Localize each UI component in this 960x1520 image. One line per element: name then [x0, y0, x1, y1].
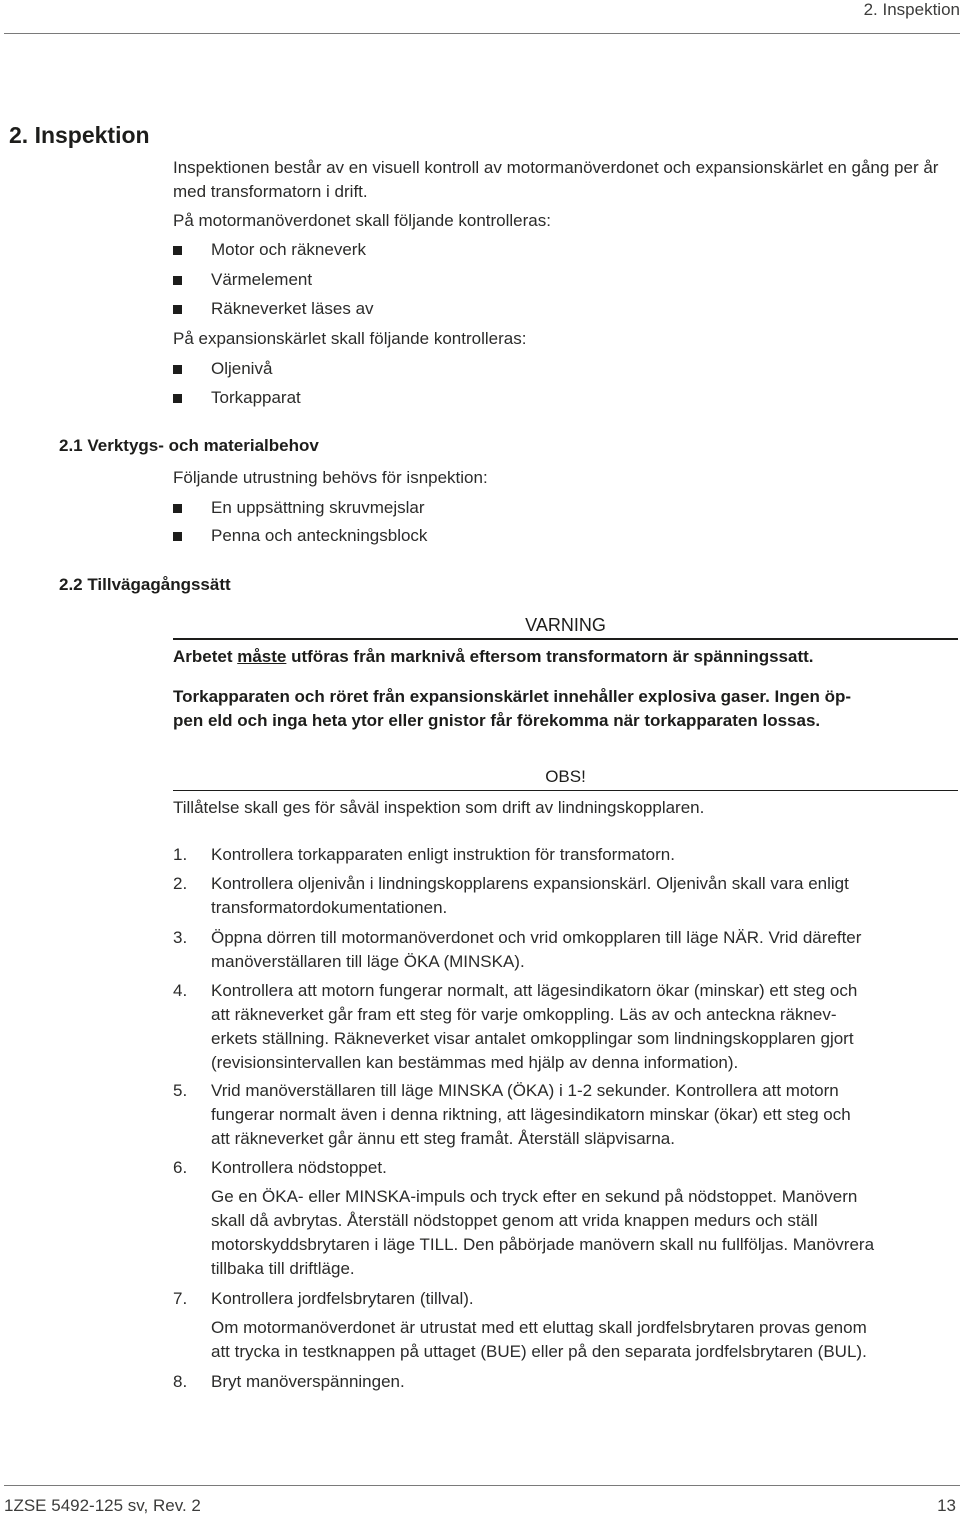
- motor-checks-lead: På motormanöverdonet skall följande kontrolleras:: [173, 211, 551, 230]
- header-rule: [4, 33, 960, 34]
- bullet-icon: [173, 394, 182, 403]
- step-text-line: Kontrollera nödstoppet.: [211, 1158, 387, 1177]
- step-text-line: att räkneverket går ännu ett steg framåt. Återställ släpvisarna.: [211, 1129, 675, 1148]
- note-text: Tillåtelse skall ges för såväl inspektion som drift av lindningskopplaren.: [173, 798, 705, 817]
- note-heading: OBS!: [545, 767, 586, 786]
- step-text-line: erkets ställning. Räkneverket visar antalet omkopplingar som lindningskopplaren gjort: [211, 1029, 854, 1048]
- step-number: 7.: [173, 1289, 188, 1308]
- intro-paragraph: Inspektionen består av en visuell kontroll av motormanöverdonet och expansionskärlet en gång per år med transformatorn i drift.: [173, 158, 939, 201]
- expansion-checks-lead: På expansionskärlet skall följande kontrolleras:: [173, 329, 527, 348]
- document-id: 1ZSE 5492-125 sv, Rev. 2: [4, 1496, 201, 1515]
- equipment-lead: Följande utrustning behövs för isnpektion:: [173, 468, 488, 487]
- step-text-line: tillbaka till driftläge.: [211, 1259, 355, 1278]
- warning-text-1: Arbetet måste utföras från marknivå eftersom transformatorn är spänningssatt.: [173, 647, 814, 666]
- footer-rule: [4, 1485, 960, 1486]
- step-text-line: Öppna dörren till motormanöverdonet och vrid omkopplaren till läge NÄR. Vrid därefter: [211, 928, 862, 947]
- step-text-line: Kontrollera att motorn fungerar normalt, att lägesindikatorn ökar (minskar) ett steg och: [211, 981, 858, 1000]
- warning-text-2b: pen eld och inga heta ytor eller gnistor får förekomma när torkapparaten lossas.: [173, 711, 821, 730]
- bullet-icon: [173, 365, 182, 374]
- section-title-2-2: 2.2 Tillvägagångssätt: [59, 575, 231, 594]
- section-title-2-1: 2.1 Verktygs- och materialbehov: [59, 436, 319, 455]
- step-text-line: motorskyddsbrytaren i läge TILL. Den påbörjade manövern skall nu fullföljas. Manövrera: [211, 1235, 875, 1254]
- warning-heading: VARNING: [525, 615, 606, 635]
- step-text-line: (revisionsintervallen kan bestämmas med hjälp av denna information).: [211, 1053, 739, 1072]
- page-number: 13: [937, 1496, 956, 1515]
- step-text-line: Vrid manöverställaren till läge MINSKA (ÖKA) i 1-2 sekunder. Kontrollera att motorn: [211, 1081, 839, 1100]
- warning-rule: [173, 638, 958, 640]
- step-text-line: Kontrollera jordfelsbrytaren (tillval).: [211, 1289, 474, 1308]
- step-text-line: skall då avbrytas. Återställ nödstoppet genom att vrida knappen medurs och ställ: [211, 1211, 818, 1230]
- step-text-line: Bryt manöverspänningen.: [211, 1372, 405, 1391]
- step-text-line: fungerar normalt även i denna riktning, att lägesindikatorn minskar (ökar) ett steg och: [211, 1105, 851, 1124]
- step-number: 2.: [173, 874, 188, 893]
- bullet-icon: [173, 532, 182, 541]
- bullet-icon: [173, 246, 182, 255]
- step-number: 6.: [173, 1158, 188, 1177]
- step-number: 5.: [173, 1081, 188, 1100]
- step-text-line: att trycka in testknappen på uttaget (BUE) eller på den separata jordfelsbrytaren (BUL).: [211, 1342, 867, 1361]
- step-number: 4.: [173, 981, 188, 1000]
- warning-text-2a: Torkapparaten och röret från expansionskärlet innehåller explosiva gaser. Ingen öp-: [173, 687, 851, 706]
- bullet-icon: [173, 276, 182, 285]
- step-text-line: Ge en ÖKA- eller MINSKA-impuls och tryck efter en sekund på nödstoppet. Manövern: [211, 1187, 858, 1206]
- bullet-icon: [173, 305, 182, 314]
- step-number: 8.: [173, 1372, 188, 1391]
- step-text-line: att räkneverket går fram ett steg för varje omkoppling. Läs av och anteckna räknev-: [211, 1005, 837, 1024]
- step-text-line: Kontrollera oljenivån i lindningskopplarens expansionskärl. Oljenivån skall vara enligt: [211, 874, 849, 893]
- step-text-line: Om motormanöverdonet är utrustat med ett eluttag skall jordfelsbrytaren provas genom: [211, 1318, 867, 1337]
- step-text-line: transformatordokumentationen.: [211, 898, 448, 917]
- step-number: 3.: [173, 928, 188, 947]
- chapter-title: 2. Inspektion: [9, 122, 150, 148]
- bullet-icon: [173, 504, 182, 513]
- step-text-line: manöverställaren till läge ÖKA (MINSKA).: [211, 952, 525, 971]
- step-text-line: Kontrollera torkapparaten enligt instruktion för transformatorn.: [211, 845, 675, 864]
- note-rule: [173, 790, 958, 791]
- step-number: 1.: [173, 845, 188, 864]
- running-header: 2. Inspektion: [863, 0, 960, 19]
